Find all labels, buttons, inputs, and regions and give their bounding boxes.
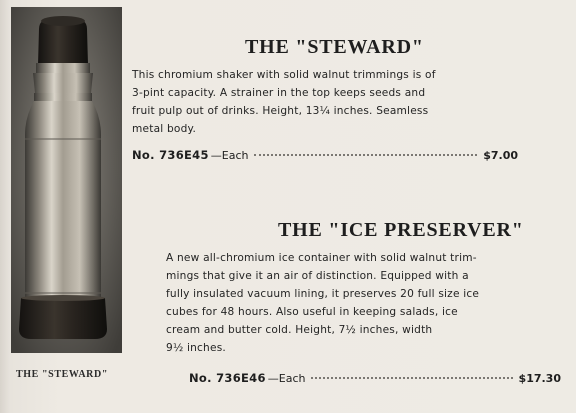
price: $17.30 [518, 372, 561, 385]
description-line: metal body. [132, 123, 197, 135]
item-title-ice-preserver: THE "ICE PRESERVER" [278, 219, 524, 241]
description-line: fully insulated vacuum lining, it preserves 20 full size ice [166, 288, 480, 300]
catalog-number: No. 736E45 [132, 148, 209, 162]
description-line: 9½ inches. [166, 342, 226, 354]
item-description-ice-preserver [166, 249, 541, 357]
unit-label: —Each [210, 149, 249, 162]
item-description-steward [132, 66, 522, 138]
price-row-steward [132, 148, 518, 162]
description-line: cream and butter cold. Height, 7½ inches, width [166, 324, 433, 336]
item-title-steward: THE "STEWARD" [245, 36, 424, 58]
description-line: fruit pulp out of drinks. Height, 13¼ inches. Seamless [132, 105, 429, 117]
description-line: cubes for 48 hours. Also useful in keeping salads, ice [166, 306, 458, 318]
steward-shaker-photo [11, 7, 122, 353]
photo-caption: THE "STEWARD" [16, 369, 108, 380]
dot-leader [311, 377, 512, 379]
description-line: mings that give it an air of distinction. Equipped with a [166, 270, 469, 282]
description-line: This chromium shaker with solid walnut trimmings is of [132, 69, 436, 81]
dot-leader [254, 154, 477, 156]
unit-label: —Each [267, 372, 306, 385]
description-line: 3-pint capacity. A strainer in the top keeps seeds and [132, 87, 426, 99]
catalog-number: No. 736E46 [189, 371, 266, 385]
price: $7.00 [483, 149, 518, 162]
description-line: A new all-chromium ice container with solid walnut trim- [166, 252, 477, 264]
price-row-ice-preserver [189, 371, 561, 385]
cocktail-shaker-illustration [11, 7, 122, 353]
